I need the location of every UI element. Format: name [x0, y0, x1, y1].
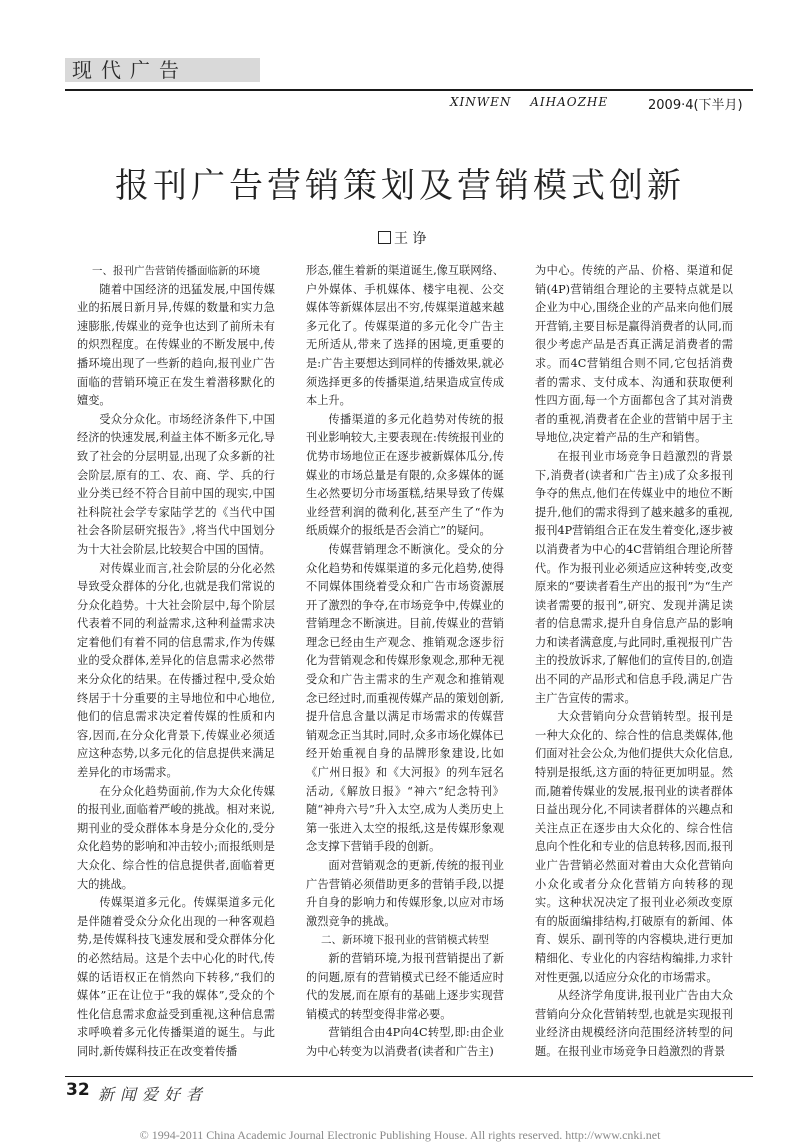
paragraph: 面对营销观念的更新,传统的报刊业广告营销必须借助更多的营销手段,以提升自身的影响力和传媒形象,以应对市场激烈竞争的挑战。: [306, 859, 504, 928]
paragraph: 在分众化趋势面前,作为大众化传媒的报刊业,面临着严峻的挑战。相对来说,期刊业的受众群体本身是分众化的,受分众化趋势的影响和冲击较小;而报纸则是大众化、综合性的信息提供者,面临着更大的挑战。: [77, 784, 275, 891]
journal-pinyin: XINWEN AIHAOZHE: [450, 95, 609, 109]
paragraph: 从经济学角度讲,报刊业广告由大众营销向分众化营销转型,也就是实现报刊业经济由规模经济向范围经济转型的问题。在报刊业市场竞争日趋激烈的背景: [535, 989, 733, 1058]
paragraph: 传媒渠道多元化。传媒渠道多元化是伴随着受众分众化出现的一种客观趋势,是传媒科技飞速发展和受众群体分化的必然结局。这是个去中心化的时代,传媒的话语权正在悄然向下转移,“我们的媒体”正在让位于“我的媒体”,受众的个性化信息需求愈益受到重视,这种信息需求呼唤着多元化传播渠道的诞生。与此同时,新传媒科技正在改变着传播: [77, 896, 275, 1058]
paragraph: 形态,催生着新的渠道诞生,像互联网络、户外媒体、手机媒体、楼宇电视、公交媒体等新媒体层出不穷,传媒渠道越来越多元化了。传媒渠道的多元化令广告主无所适从,带来了选择的困境,更重要的是:广告主要想达到同样的传播效果,就必须选择更多的传播渠道,结果造成宣传成本上升。: [306, 264, 504, 408]
paragraph: 对传媒业而言,社会阶层的分化必然导致受众群体的分化,也就是我们常说的分众化趋势。十大社会阶层中,每个阶层代表着不同的利益需求,这种利益需求决定着他们有着不同的信息需求,作为传媒业的受众群体,差异化的信息需求必然带来分众化的结果。在传播过程中,受众始终居于十分重要的主导地位和中心地位,他们的信息需求决定着传媒的性质和内容,因而,在分众化背景下,传媒业必须适应这种态势,以多元化的信息提供来满足差异化的市场需求。: [77, 561, 275, 780]
body-column-1: [77, 262, 275, 1062]
author-name: 王 诤: [394, 231, 427, 247]
body-column-3: [535, 262, 733, 1062]
paragraph: 在报刊业市场竞争日趋激烈的背景下,消费者(读者和广告主)成了众多报刊争夺的焦点,他们在传媒业中的地位不断提升,他们的需求得到了越来越多的重视,报刊4P营销组合正在发生着变化,逐步被以消费者为中心的4C营销组合理论所替代。作为报刊业必须适应这种转变,改变原来的“要读者看生产出的报刊”为“生产读者需要的报刊”,研究、发现并满足读者的信息需求,提升自身信息产品的影响力和读者满意度,与此同时,重视报刊广告主的投放诉求,了解他们的宣传目的,创造出不同的产品形式和信息手段,满足广告主广告宣传的需求。: [535, 449, 733, 705]
issue-label: 2009·4(下半月): [648, 98, 743, 113]
footer-rule: [65, 1076, 753, 1077]
paragraph: 新的营销环境,为报刊营销提出了新的问题,原有的营销模式已经不能适应时代的发展,而在原有的基础上逐步实现营销模式的转型变得非常必要。: [306, 951, 504, 1021]
header-rule: [65, 89, 753, 91]
article-title: 报刊广告营销策划及营销模式创新: [115, 166, 685, 206]
paragraph: 大众营销向分众营销转型。报刊是一种大众化的、综合性的信息类媒体,他们面对社会公众,为他们提供大众化信息,特别是报纸,这方面的特征更加明显。然而,随着传媒业的发展,报刊业的读者群体日益出现分化,不同读者群体的兴趣点和关注点正在逐步由大众化的、综合性信息向个性化和专业的信息转移,因而,报刊业广告营销必然面对着由大众化营销向小众化或者分众化营销方向转移的现实。这种状况决定了报刊业必须改变原有的版面编排结构,打破原有的新闻、体育、娱乐、副刊等的内容模块,进行更加精细化、专业化的内容结构编排,力求针对性更强,以适应分众化的市场需求。: [535, 710, 733, 984]
copyright-notice: © 1994-2011 China Academic Journal Electronic Publishing House. All rights reserved. http://www.cnki.net: [139, 1128, 661, 1142]
page-number: 32: [66, 1080, 90, 1100]
section-heading: 一、报刊广告营销传播面临新的环境: [92, 265, 260, 277]
paragraph: 传媒营销理念不断演化。受众的分众化趋势和传媒渠道的多元化趋势,使得不同媒体围绕着受众和广告市场资源展开了激烈的争夺,在市场竞争中,传媒业的营销理念不断演进。目前,传媒业的营销理念已经由生产观念、推销观念逐步衍化为营销观念和传媒形象观念,那种无视受众和广告主需求的生产观念和推销观念已经过时,而重视传媒产品的策划创新,提升信息含量以满足市场需求的传媒营销观念正当其时,同时,众多市场化媒体已经开始重视自身的品牌形象建设,比如《广州日报》和《大河报》的列车冠名活动,《解放日报》“神六”纪念特刊》随“神舟六号”升入太空,成为人类历史上第一张进入太空的报纸,这是传媒形象观念支撑下营销手段的创新。: [306, 542, 504, 854]
section-heading: 二、新环境下报刊业的营销模式转型: [321, 934, 489, 947]
paragraph: 营销组合由4P向4C转型,即:由企业为中心转变为以消费者(读者和广告主): [306, 1026, 504, 1058]
author-line: [378, 228, 426, 248]
author-box-icon: [378, 231, 391, 244]
paragraph: 随着中国经济的迅猛发展,中国传媒业的拓展日新月异,传媒的数量和实力急速膨胀,传媒业的竞争也达到了前所未有的炽烈程度。在传媒业的不断发展中,传播环境出现了一些新的趋向,报刊业广告面临的营销环境正在发生着潜移默化的嬗变。: [77, 282, 275, 408]
body-column-2: [306, 262, 504, 1062]
paragraph: 为中心。传统的产品、价格、渠道和促销(4P)营销组合理论的主要特点就是以企业为中心,围绕企业的产品来向他们展开营销,主要目标是赢得消费者的认同,而很少考虑产品是否真正满足消费者的需求。而4C营销组合则不同,它包括消费者的需求、支付成本、沟通和获取便利性四方面,每一个方面都包含了其对消费者的重视,消费者在企业的营销中居于主导地位,决定着产品的生产和销售。: [535, 264, 733, 445]
footer-journal-name: 新闻爱好者: [98, 1085, 209, 1104]
section-label: 现代广告: [72, 58, 188, 82]
paragraph: 受众分众化。市场经济条件下,中国经济的快速发展,利益主体不断多元化,导致了社会的分层明显,出现了众多新的社会阶层,原有的工、农、商、学、兵的行业分类已经不符合目前中国的现实,中国社科院社会学专家陆学艺的《当代中国社会各阶层研究报告》,将当代中国划分为十大社会阶层,比较契合中国的国情。: [77, 412, 275, 556]
paragraph: 传播渠道的多元化趋势对传统的报刊业影响较大,主要表现在:传统报刊业的优势市场地位正在逐步被新媒体瓜分,传媒业的市场总量是有限的,众多媒体的诞生必然要切分市场蛋糕,结果导致了传媒业经营利润的微利化,甚至产生了“作为纸质媒介的报纸是否会消亡”的疑问。: [306, 412, 504, 538]
